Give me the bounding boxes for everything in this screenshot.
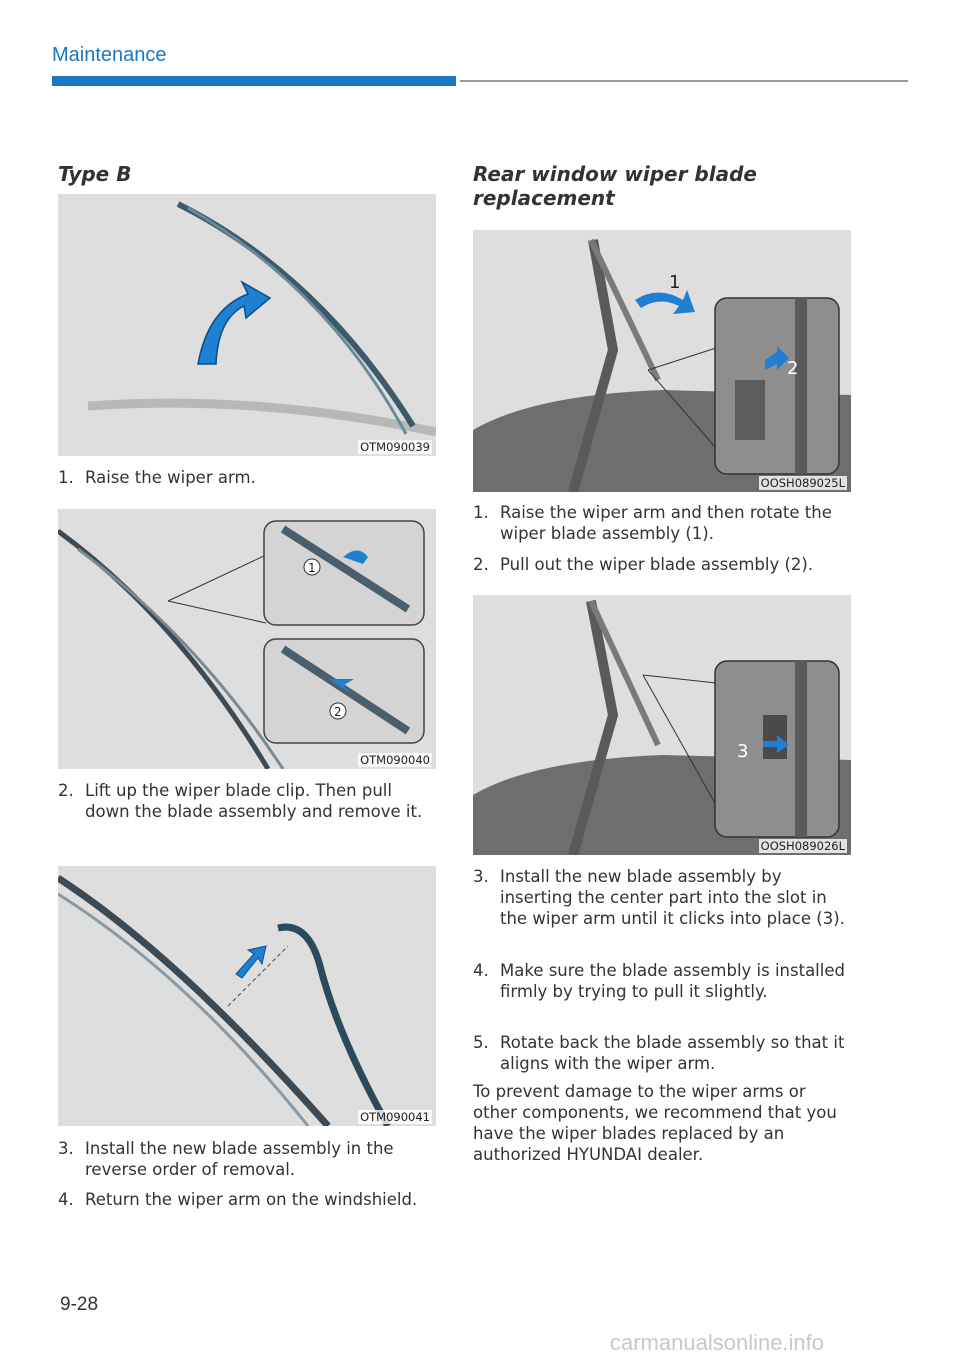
rear-wiper-remove-illustration [473,230,851,492]
figure-raise-wiper-arm [58,194,436,456]
step-number: 2. [473,555,489,574]
step-text: Rotate back the blade assembly so that it aligns with the wiper arm. [500,1033,845,1073]
dealer-note: To prevent damage to the wiper arms or other components, we recommend that you have the wiper blades replaced by an authorized HYUNDAI dealer. [473,1082,837,1164]
step-text: Raise the wiper arm. [85,468,256,487]
step-item [58,1138,436,1180]
header-rule [460,80,908,82]
step-text: Lift up the wiper blade clip. Then pull down the blade assembly and remove it. [85,781,423,821]
callout-2: 2 [334,705,342,719]
figure-code: OOSH089026L [760,839,845,853]
blade-clip-removal-illustration [58,509,436,769]
step-number: 2. [58,781,74,800]
section-title: Maintenance [52,44,167,66]
step-text: Make sure the blade assembly is installed firmly by trying to pull it slightly. [500,961,845,1001]
step-number: 4. [473,961,489,980]
figure-code: OTM090039 [360,440,430,454]
step-item [473,960,851,1002]
step-number: 1. [473,503,489,522]
figure-code: OOSH089025L [760,476,845,490]
step-item [58,467,436,488]
figure-install-blade [58,866,436,1126]
step-item [473,502,851,544]
blade-install-illustration [58,866,436,1126]
step-item [473,1032,851,1074]
step-text: Raise the wiper arm and then rotate the wiper blade assembly (1). [500,503,832,543]
figure-code: OTM090040 [360,753,430,767]
figure-remove-blade-clip [58,509,436,769]
page-number: 9-28 [60,1294,99,1315]
figure-rear-wiper-install [473,595,851,855]
step-number: 3. [473,867,489,886]
header-accent-bar [52,76,456,86]
step-number: 1. [58,468,74,487]
step-item [58,780,436,822]
callout-2: 2 [787,358,799,379]
step-item [473,554,851,575]
step-text: Return the wiper arm on the windshield. [85,1190,418,1209]
step-text: Install the new blade assembly by inserting the center part into the slot in the wiper arm until it clicks into place (3). [500,867,845,928]
rear-wiper-heading: Rear window wiper blade replacement [473,162,757,210]
step-text: Pull out the wiper blade assembly (2). [500,555,814,574]
callout-3: 3 [737,741,749,762]
figure-code: OTM090041 [360,1110,430,1124]
step-number: 3. [58,1139,74,1158]
step-item [473,866,851,929]
watermark: carmanualsonline.info [610,1330,825,1355]
type-b-heading: Type B [58,162,132,186]
step-number: 5. [473,1033,489,1052]
step-text: Install the new blade assembly in the reverse order of removal. [85,1139,394,1179]
figure-rear-wiper-remove [473,230,851,492]
wiper-arm-raise-illustration [58,194,436,456]
rear-wiper-install-illustration [473,595,851,855]
callout-1: 1 [308,561,316,575]
step-number: 4. [58,1190,74,1209]
callout-1: 1 [669,272,681,293]
step-item [58,1189,436,1210]
